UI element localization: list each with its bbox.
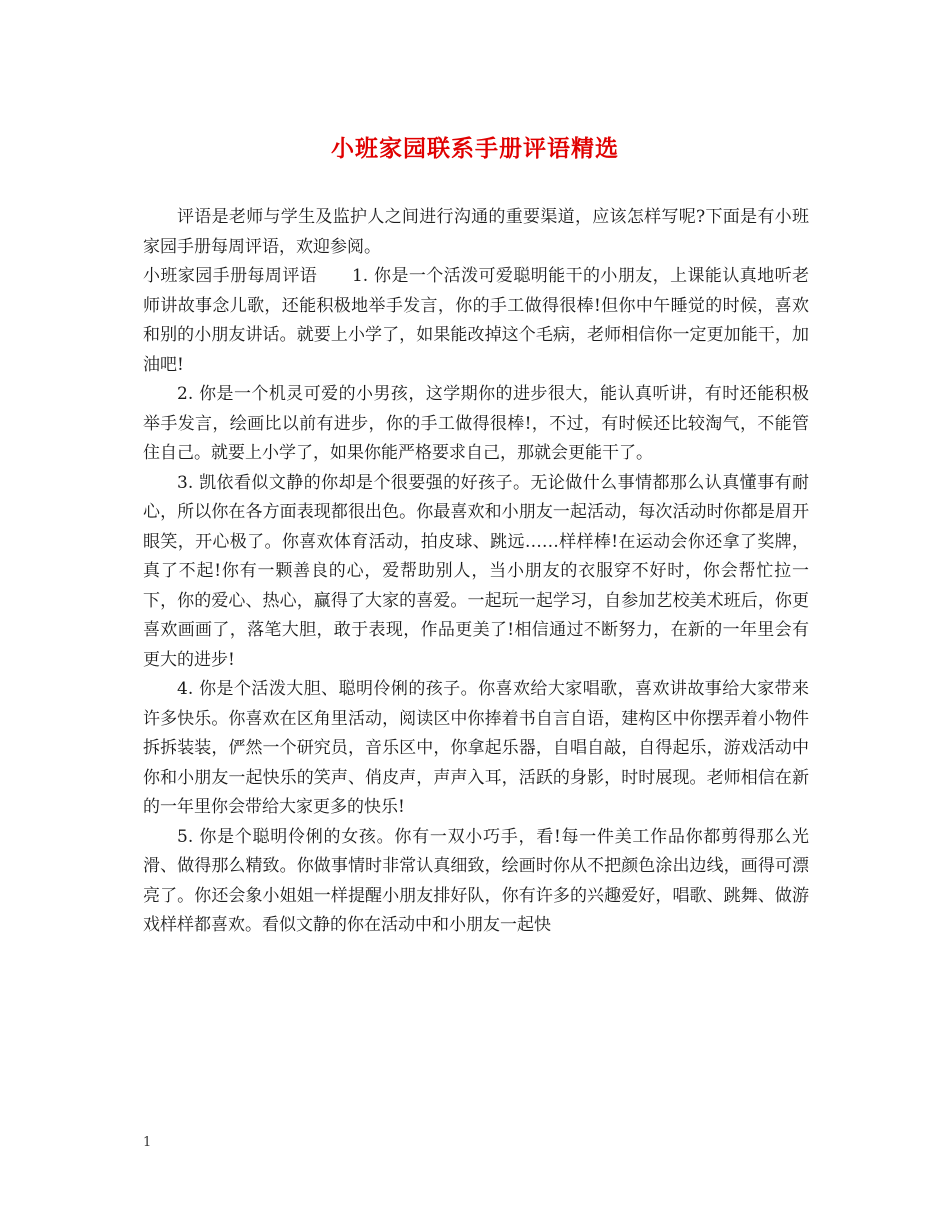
intro-paragraph: 评语是老师与学生及监护人之间进行沟通的重要渠道，应该怎样写呢?下面是有小班家园手册每周评语，欢迎参阅。 (143, 207, 809, 257)
comment-paragraph-2: 2. 你是一个机灵可爱的小男孩，这学期你的进步很大，能认真听讲，有时还能积极举手发言，绘画比以前有进步，你的手工做得很棒!，不过，有时候还比较淘气，不能管住自己。就要上小学了，如果你能严格要求自己，那就会更能干了。 (143, 384, 809, 463)
comment-paragraph-5: 5. 你是个聪明伶俐的女孩。你有一双小巧手，看!每一件美工作品你都剪得那么光滑、做得那么精致。你做事情时非常认真细致，绘画时你从不把颜色涂出边线，画得可漂亮了。你还会象小姐姐一样提醒小朋友排好队，你有许多的兴趣爱好，唱歌、跳舞、做游戏样样都喜欢。看似文静的你在活动中和小朋友一起快 (143, 826, 809, 935)
comment-paragraph-1: 小班家园手册每周评语 1. 你是一个活泼可爱聪明能干的小朋友，上课能认真地听老师讲故事念儿歌，还能积极地举手发言，你的手工做得很棒!但你中午睡觉的时候，喜欢和别的小朋友讲话。就要上小学了，如果能改掉这个毛病，老师相信你一定更加能干，加油吧! (143, 266, 809, 375)
page-number: 1 (143, 1135, 152, 1150)
document-title: 小班家园联系手册评语精选 (331, 135, 619, 162)
document-body (143, 203, 809, 941)
comment-paragraph-3: 3. 凯依看似文静的你却是个很要强的好孩子。无论做什么事情都那么认真懂事有耐心，所以你在各方面表现都很出色。你最喜欢和小朋友一起活动，每次活动时你都是眉开眼笑，开心极了。你喜欢体育活动，拍皮球、跳远……样样棒!在运动会你还拿了奖牌，真了不起!你有一颗善良的心，爱帮助别人，当小朋友的衣服穿不好时，你会帮忙拉一下，你的爱心、热心，赢得了大家的喜爱。一起玩一起学习，自参加艺校美术班后，你更喜欢画画了，落笔大胆，敢于表现，作品更美了!相信通过不断努力，在新的一年里会有更大的进步! (143, 472, 809, 670)
comment-paragraph-4: 4. 你是个活泼大胆、聪明伶俐的孩子。你喜欢给大家唱歌，喜欢讲故事给大家带来许多快乐。你喜欢在区角里活动，阅读区中你捧着书自言自语，建构区中你摆弄着小物件拆拆装装，俨然一个研究员，音乐区中，你拿起乐器，自唱自敲，自得起乐，游戏活动中你和小朋友一起快乐的笑声、俏皮声，声声入耳，活跃的身影，时时展现。老师相信在新的一年里你会带给大家更多的快乐! (143, 679, 809, 817)
